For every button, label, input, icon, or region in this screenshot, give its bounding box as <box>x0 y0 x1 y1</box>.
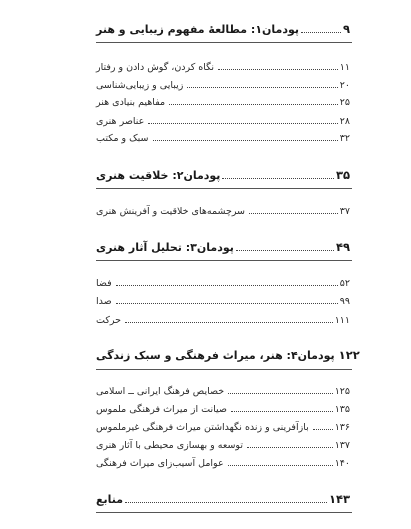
page-number: ۱۱۱ <box>334 315 350 326</box>
section-title: پودمان۱: مطالعهٔ مفهوم زیبایی و هنر <box>96 23 300 36</box>
section-2-entry[interactable] <box>96 168 350 182</box>
page-number: ۲۸ <box>339 116 350 127</box>
page-number: ۵۲ <box>339 278 350 289</box>
item-title: عوامل آسیب‌زای میراث فرهنگی <box>96 458 224 469</box>
toc-item[interactable] <box>96 80 350 91</box>
section-title: منابع <box>96 493 124 506</box>
leader-dots <box>187 86 337 88</box>
leader-dots <box>313 428 333 430</box>
leader-dots <box>125 501 327 503</box>
page-number: ۳۷ <box>339 206 350 217</box>
leader-dots <box>218 68 338 70</box>
toc-item[interactable] <box>96 386 350 397</box>
item-title: خصایص فرهنگ ایرانی ــ اسلامی <box>96 386 225 397</box>
leader-dots <box>236 249 334 251</box>
section-title: پودمان۲: خلاقیت هنری <box>96 169 221 182</box>
page-number: ۱۱ <box>339 62 350 73</box>
page-number: ۱۴۰ <box>334 458 350 469</box>
leader-dots <box>228 392 333 394</box>
section-divider <box>96 369 352 370</box>
toc-item[interactable] <box>96 278 350 289</box>
item-title: عناصر هنری <box>96 116 145 127</box>
page-number: ۱۲۵ <box>334 386 350 397</box>
item-title: فضا <box>96 278 112 289</box>
page-number: ۴۹ <box>335 240 350 254</box>
page-number: ۲۰ <box>339 80 350 91</box>
toc-item[interactable] <box>96 404 350 415</box>
item-title: بازآفرینی و زنده نگهداشتن میراث فرهنگی غیرملموس <box>96 422 309 433</box>
item-title: حرکت <box>96 315 121 326</box>
section-4-entry[interactable] <box>96 348 360 362</box>
leader-dots <box>116 302 338 304</box>
item-title: نگاه کردن، گوش دادن و رفتار <box>96 62 215 73</box>
leader-dots <box>222 177 334 179</box>
toc-item[interactable] <box>96 458 350 469</box>
page-number: ۹۹ <box>339 296 350 307</box>
page-number: ۳۵ <box>335 168 350 182</box>
toc-item[interactable] <box>96 62 350 73</box>
section-title: پودمان۴: هنر، میراث فرهنگی و سبک زندگی <box>96 349 335 362</box>
page-number: ۳۲ <box>339 133 350 144</box>
page-number: ۱۴۳ <box>328 492 350 506</box>
leader-dots <box>228 464 333 466</box>
toc-item[interactable] <box>96 133 350 144</box>
page-number: ۹ <box>342 22 350 36</box>
toc-item[interactable] <box>96 116 350 127</box>
leader-dots <box>301 31 341 33</box>
item-title: توسعه و بهسازی محیطی با آثار هنری <box>96 440 243 451</box>
section-divider <box>96 260 352 261</box>
leader-dots <box>116 284 338 286</box>
section-divider <box>96 512 352 513</box>
leader-dots <box>148 122 337 124</box>
toc-item[interactable] <box>96 422 350 433</box>
section-3-entry[interactable] <box>96 240 350 254</box>
toc-item[interactable] <box>96 296 350 307</box>
leader-dots <box>231 410 333 412</box>
item-title: زیبایی و زیبایی‌شناسی <box>96 80 184 91</box>
section-divider <box>96 188 352 189</box>
item-title: مفاهیم بنیادی هنر <box>96 97 166 108</box>
item-title: سبک و مکتب <box>96 133 149 144</box>
leader-dots <box>169 103 338 105</box>
page-number: ۱۳۵ <box>334 404 350 415</box>
item-title: صیانت از میراث فرهنگی ملموس <box>96 404 227 415</box>
section-1-entry[interactable] <box>96 22 350 36</box>
page-number: ۱۳۷ <box>334 440 350 451</box>
toc-item[interactable] <box>96 206 350 217</box>
references-entry[interactable] <box>96 492 350 506</box>
leader-dots <box>153 139 338 141</box>
item-title: صدا <box>96 296 112 307</box>
leader-dots <box>249 212 338 214</box>
page-number: ۱۳۶ <box>334 422 350 433</box>
leader-dots <box>125 321 333 323</box>
page-number: ۲۵ <box>339 97 350 108</box>
page-number: ۱۲۲ <box>338 348 360 362</box>
toc-item[interactable] <box>96 97 350 108</box>
toc-item[interactable] <box>96 315 350 326</box>
toc-item[interactable] <box>96 440 350 451</box>
section-divider <box>96 42 352 43</box>
leader-dots <box>247 446 333 448</box>
section-title: پودمان۳: تحلیل آثار هنری <box>96 241 234 254</box>
item-title: سرچشمه‌های خلاقیت و آفرینش هنری <box>96 206 246 217</box>
